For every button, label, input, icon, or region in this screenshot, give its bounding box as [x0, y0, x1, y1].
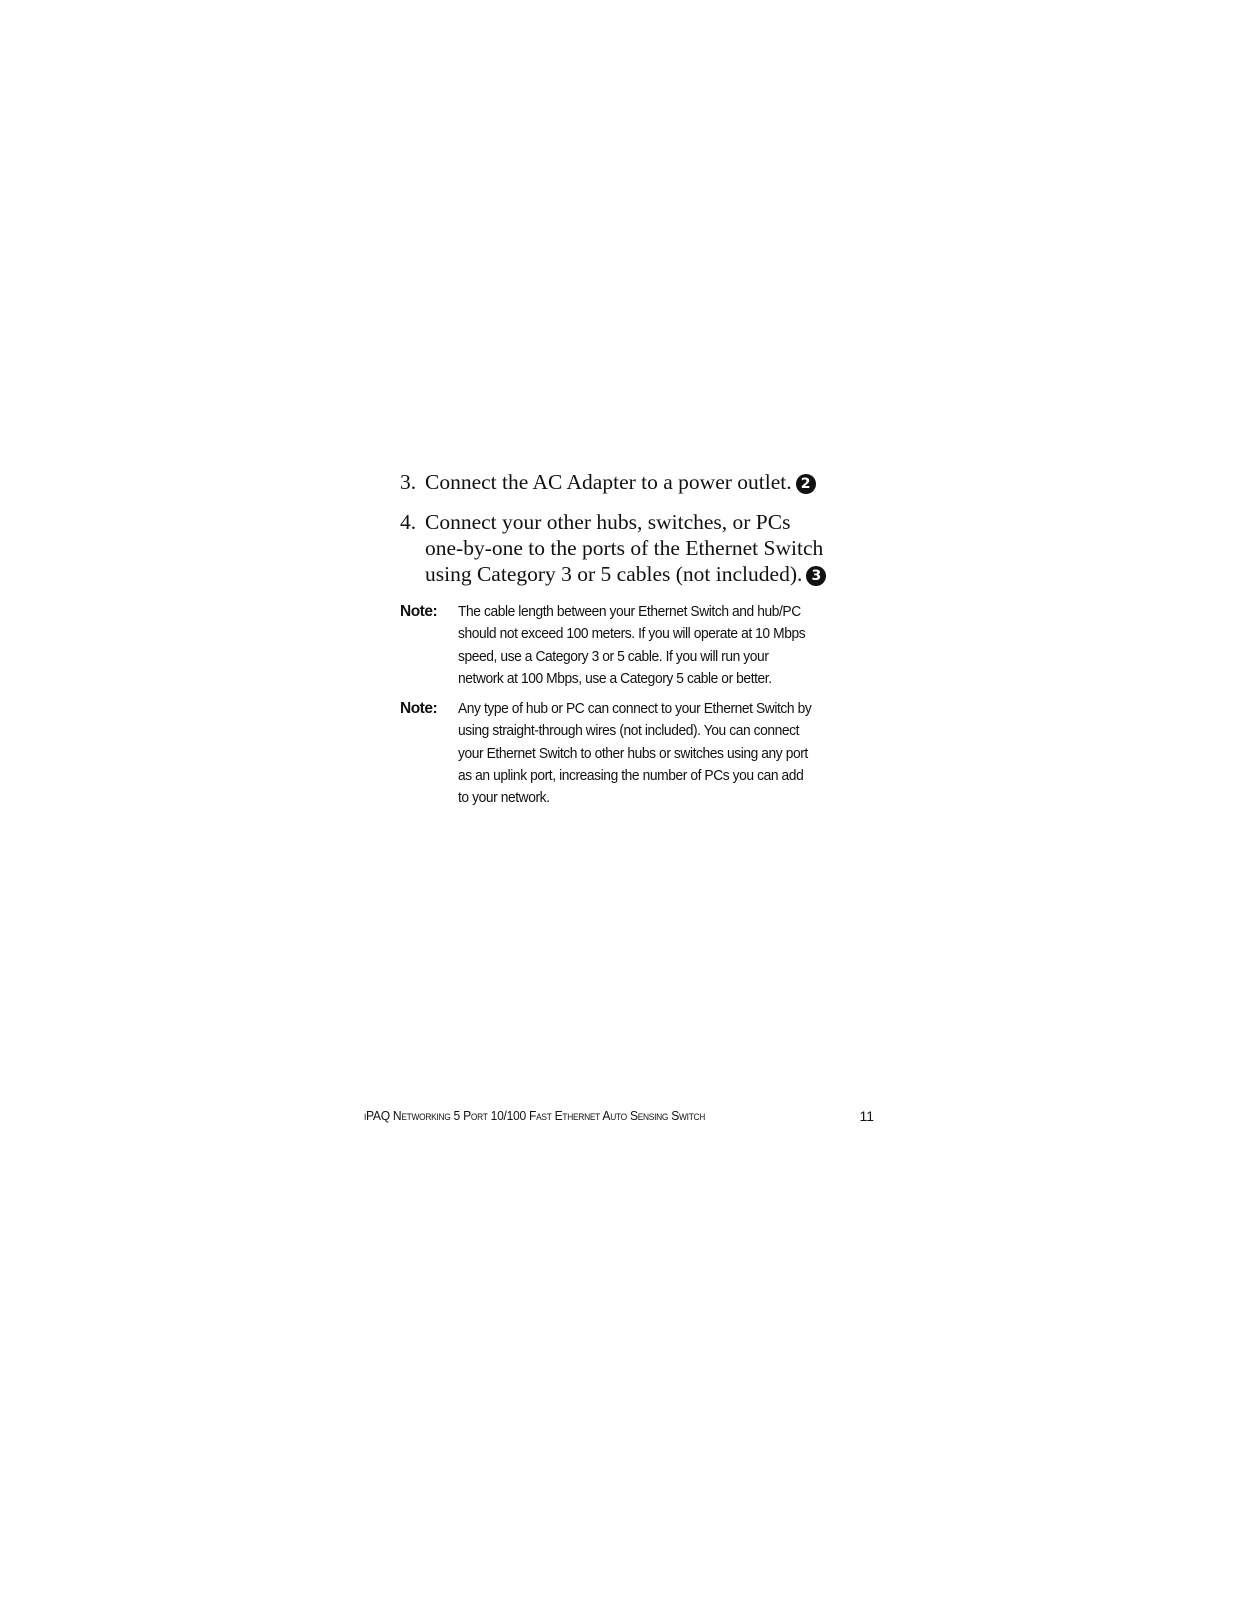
note-line: speed, use a Category 3 or 5 cable. If you will run your [458, 647, 769, 665]
note-line: as an uplink port, increasing the number of PCs you can add [458, 766, 804, 784]
step-number: 4. [400, 510, 417, 534]
note-line: Any type of hub or PC can connect to your Ethernet Switch by [458, 700, 812, 717]
step-text [425, 469, 816, 495]
note-text [458, 601, 854, 690]
callout-3-icon: 3 [806, 566, 826, 586]
note-label: Note: [400, 700, 438, 717]
note-line: to your network. [458, 789, 550, 807]
footer-title: iPAQ Networking 5 Port 10/100 Fast Ethernet Auto Sensing Switch [364, 1108, 706, 1123]
page-number: 11 [859, 1108, 874, 1124]
note-line: The cable length between your Ethernet Switch and hub/PC [458, 603, 801, 620]
note-line: network at 100 Mbps, use a Category 5 cable or better. [458, 669, 772, 687]
callout-2-icon: 2 [796, 474, 816, 494]
page-footer [364, 1107, 874, 1127]
note-line: using straight-through wires (not included). You can connect [458, 722, 800, 740]
note-line: should not exceed 100 meters. If you will operate at 10 Mbps [458, 625, 806, 643]
note-line: your Ethernet Switch to other hubs or switches using any port [458, 744, 808, 762]
step-text [425, 509, 826, 587]
step-line: using Category 3 or 5 cables (not included). 3 [425, 561, 826, 587]
note-label: Note: [400, 603, 438, 620]
step-line: Connect the AC Adapter to a power outlet. 2 [425, 469, 816, 495]
step-number: 3. [400, 470, 417, 494]
step-line: Connect your other hubs, switches, or PCs [425, 510, 791, 534]
step-line: one-by-one to the ports of the Ethernet Switch [425, 536, 824, 560]
note-text [458, 698, 854, 809]
